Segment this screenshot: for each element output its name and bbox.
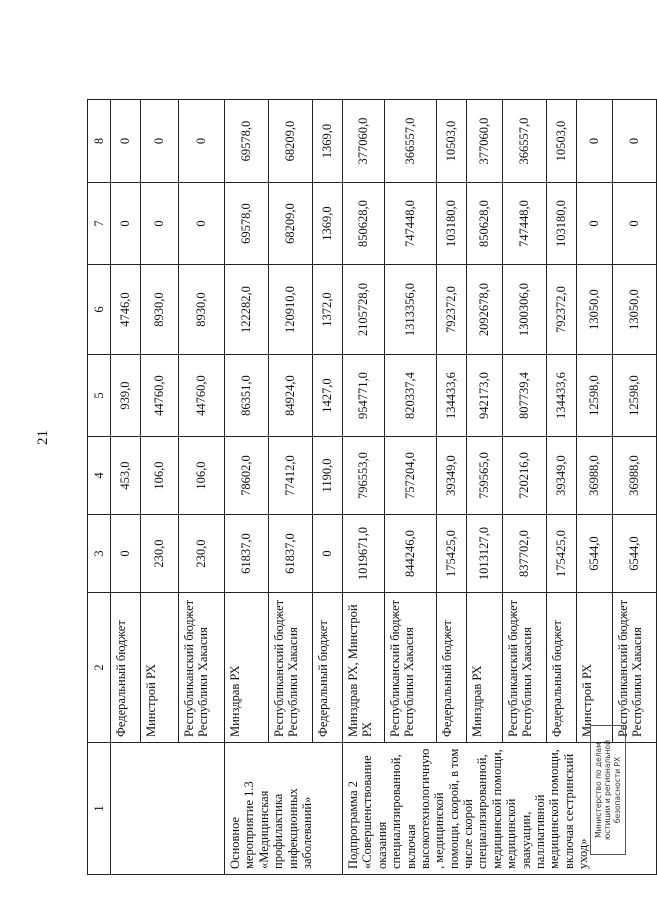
amount-cell: 0 (577, 100, 613, 183)
amount-cell: 720216,0 (503, 437, 547, 515)
amount-cell: 120910,0 (269, 265, 313, 355)
amount-cell: 69578,0 (225, 183, 269, 265)
amount-cell: 1013127,0 (467, 515, 503, 593)
amount-cell: 10503,0 (437, 100, 467, 183)
amount-cell: 106,0 (179, 437, 225, 515)
stamp-line: Министерство по делам (594, 742, 603, 838)
header-cell: 2 (88, 593, 111, 743)
funding-source-cell: Минстрой РХ (141, 593, 179, 743)
funding-source-cell: Республиканский бюджет Республики Хакасия (269, 593, 313, 743)
amount-cell: 2105728,0 (343, 265, 385, 355)
header-cell: 1 (88, 743, 111, 875)
amount-cell: 12598,0 (577, 355, 613, 437)
amount-cell: 747448,0 (385, 183, 437, 265)
header-cell: 3 (88, 515, 111, 593)
budget-table (87, 99, 657, 875)
funding-source-cell: Федеральный бюджет (313, 593, 343, 743)
amount-cell: 1019671,0 (343, 515, 385, 593)
amount-cell: 103180,0 (547, 183, 577, 265)
amount-cell: 844246,0 (385, 515, 437, 593)
amount-cell: 0 (313, 515, 343, 593)
amount-cell: 61837,0 (225, 515, 269, 593)
amount-cell: 68209,0 (269, 100, 313, 183)
amount-cell: 1313356,0 (385, 265, 437, 355)
amount-cell: 6544,0 (577, 515, 613, 593)
amount-cell: 796553,0 (343, 437, 385, 515)
funding-source-cell: Республиканский бюджет Республики Хакасия (503, 593, 547, 743)
amount-cell: 13050,0 (577, 265, 613, 355)
funding-source-cell: Минздрав РХ (467, 593, 503, 743)
amount-cell: 68209,0 (269, 183, 313, 265)
page-number: 21 (35, 430, 51, 445)
funding-source-cell: Федеральный бюджет (111, 593, 141, 743)
amount-cell: 175425,0 (547, 515, 577, 593)
funding-source-cell: Минстрой РХ (577, 593, 613, 743)
amount-cell: 1300306,0 (503, 265, 547, 355)
amount-cell: 2092678,0 (467, 265, 503, 355)
amount-cell: 44760,0 (179, 355, 225, 437)
amount-cell: 0 (179, 183, 225, 265)
header-cell: 4 (88, 437, 111, 515)
amount-cell: 366557,0 (503, 100, 547, 183)
funding-source-cell: Республиканский бюджет Республики Хакасия (613, 593, 657, 743)
amount-cell: 377060,0 (343, 100, 385, 183)
amount-cell: 36988,0 (577, 437, 613, 515)
funding-source-cell: Минздрав РХ (225, 593, 269, 743)
amount-cell: 0 (613, 183, 657, 265)
amount-cell: 0 (141, 183, 179, 265)
amount-cell: 1372,0 (313, 265, 343, 355)
amount-cell: 759565,0 (467, 437, 503, 515)
amount-cell: 792372,0 (437, 265, 467, 355)
header-cell: 5 (88, 355, 111, 437)
amount-cell: 77412,0 (269, 437, 313, 515)
amount-cell: 453,0 (111, 437, 141, 515)
amount-cell: 230,0 (179, 515, 225, 593)
amount-cell: 134433,6 (547, 355, 577, 437)
stamp-line: юстиции и региональной (603, 739, 613, 841)
amount-cell: 939,0 (111, 355, 141, 437)
amount-cell: 377060,0 (467, 100, 503, 183)
table-row (111, 100, 141, 875)
amount-cell: 954771,0 (343, 355, 385, 437)
amount-cell: 175425,0 (437, 515, 467, 593)
amount-cell: 0 (141, 100, 179, 183)
header-row (88, 100, 111, 875)
amount-cell: 850628,0 (343, 183, 385, 265)
amount-cell: 8930,0 (141, 265, 179, 355)
amount-cell: 4746,0 (111, 265, 141, 355)
amount-cell: 39349,0 (437, 437, 467, 515)
amount-cell: 69578,0 (225, 100, 269, 183)
funding-source-cell: Федеральный бюджет (437, 593, 467, 743)
item-name-cell (111, 743, 225, 875)
amount-cell: 44760,0 (141, 355, 179, 437)
amount-cell: 13050,0 (613, 265, 657, 355)
funding-source-cell: Республиканский бюджет Республики Хакасия (385, 593, 437, 743)
amount-cell: 807739,4 (503, 355, 547, 437)
amount-cell: 230,0 (141, 515, 179, 593)
header-cell: 7 (88, 183, 111, 265)
amount-cell: 6544,0 (613, 515, 657, 593)
amount-cell: 747448,0 (503, 183, 547, 265)
amount-cell: 8930,0 (179, 265, 225, 355)
amount-cell: 1190,0 (313, 437, 343, 515)
amount-cell: 0 (613, 100, 657, 183)
amount-cell: 0 (111, 183, 141, 265)
amount-cell: 1427,0 (313, 355, 343, 437)
amount-cell: 84924,0 (269, 355, 313, 437)
amount-cell: 10503,0 (547, 100, 577, 183)
amount-cell: 366557,0 (385, 100, 437, 183)
amount-cell: 1369,0 (313, 100, 343, 183)
amount-cell: 837702,0 (503, 515, 547, 593)
amount-cell: 36988,0 (613, 437, 657, 515)
amount-cell: 0 (111, 515, 141, 593)
amount-cell: 122282,0 (225, 265, 269, 355)
table-row (343, 100, 385, 875)
amount-cell: 0 (577, 183, 613, 265)
funding-source-cell: Республиканский бюджет Республики Хакасия (179, 593, 225, 743)
amount-cell: 134433,6 (437, 355, 467, 437)
amount-cell: 757204,0 (385, 437, 437, 515)
funding-source-cell: Федеральный бюджет (547, 593, 577, 743)
amount-cell: 78602,0 (225, 437, 269, 515)
amount-cell: 942173,0 (467, 355, 503, 437)
amount-cell: 820337,4 (385, 355, 437, 437)
item-name-cell: Подпрограмма 2 «Совершенствование оказания специализированной, включая высокотехнологичную, медицинской помощи, скорой, в том числе скорой специализированной, медицинской помощи, медицинской эвакуации, паллиативной медицинской помощи, включая сестринский уход» (343, 743, 657, 875)
amount-cell: 86351,0 (225, 355, 269, 437)
amount-cell: 850628,0 (467, 183, 503, 265)
amount-cell: 12598,0 (613, 355, 657, 437)
stamp-line: безопасности РХ (612, 756, 622, 824)
amount-cell: 1369,0 (313, 183, 343, 265)
amount-cell: 0 (111, 100, 141, 183)
amount-cell: 0 (179, 100, 225, 183)
amount-cell: 106,0 (141, 437, 179, 515)
table-row (225, 100, 269, 875)
amount-cell: 39349,0 (547, 437, 577, 515)
item-name-cell: Основное мероприятие 1.3 «Медицинская профилактика инфекционных заболеваний» (225, 743, 343, 875)
amount-cell: 792372,0 (547, 265, 577, 355)
amount-cell: 61837,0 (269, 515, 313, 593)
header-cell: 8 (88, 100, 111, 183)
registration-stamp (590, 725, 626, 855)
amount-cell: 103180,0 (437, 183, 467, 265)
header-cell: 6 (88, 265, 111, 355)
funding-source-cell: Минздрав РХ, Минстрой РХ (343, 593, 385, 743)
